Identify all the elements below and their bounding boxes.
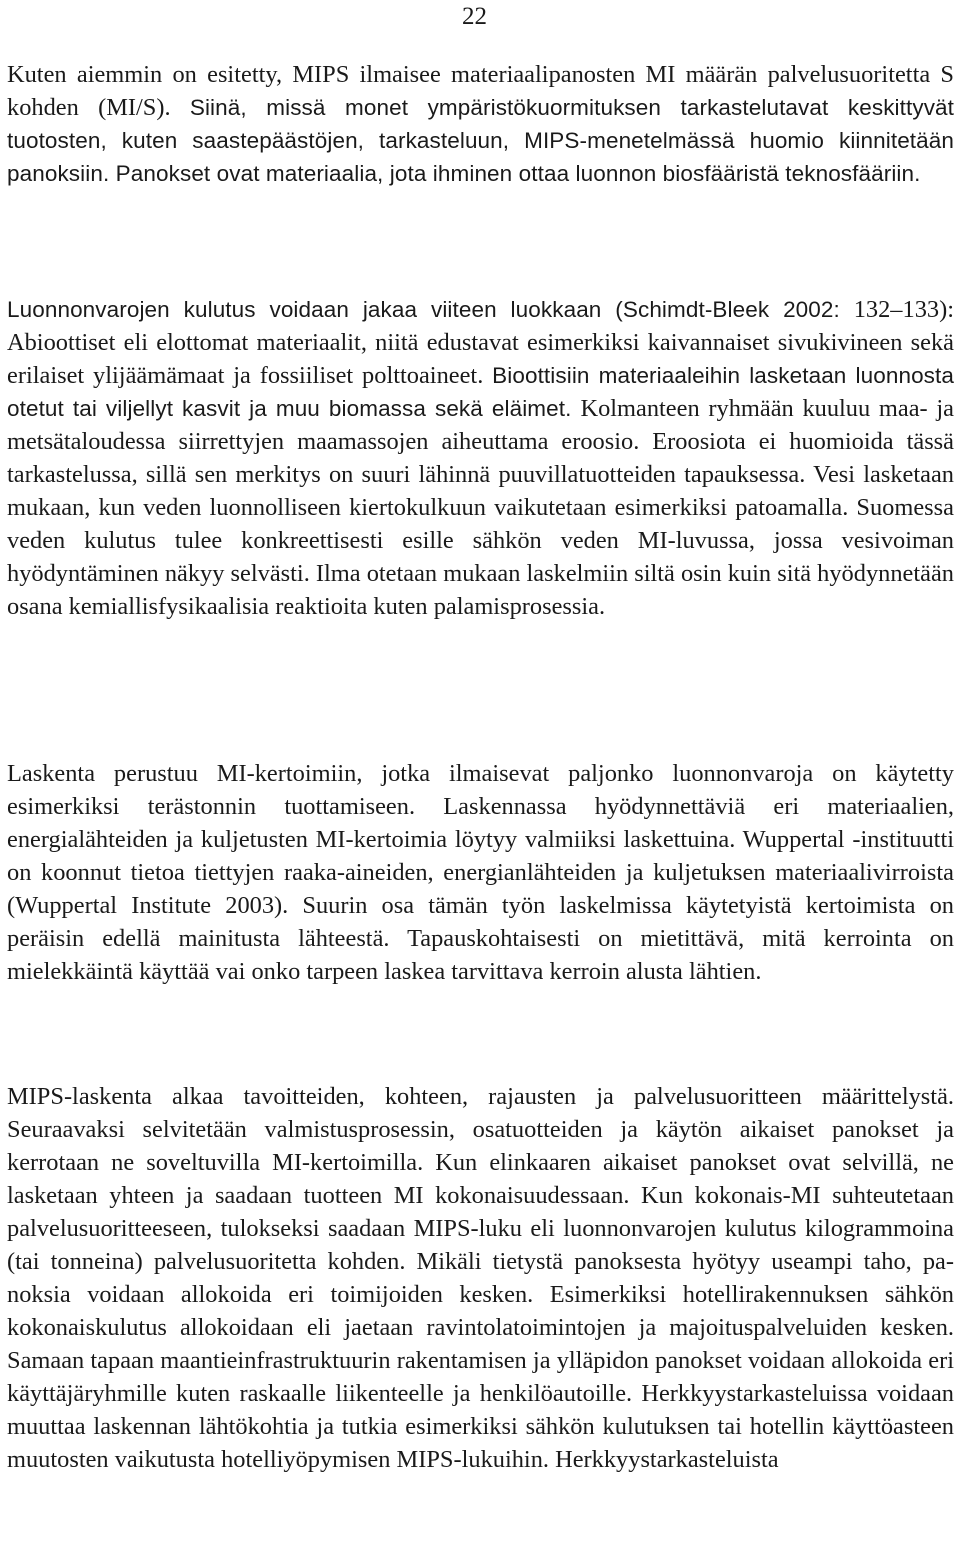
paragraph-segment: Laskenta perustuu MI-kertoimiin, jotka ilmaisevat paljonko luonnonvaroja on käytetty esimerkiksi terästonnin tuottamiseen. Laskennassa hyödynnettäviä eri materiaalien, energialähteiden ja kuljetusten MI-kertoimia löytyy valmiiksi laskettuina. Wuppertal -instituutti on koonnut tietoa tiettyjen raaka-aineiden, energianlähteiden ja kuljetuksen materiaalivirroista (Wuppertal Institute 2003). Suurin osa tämän työn laskelmissa käytetyistä kertoimista on peräisin edellä mainitusta lähteestä. Tapauskohtaisesti on mietittävä, mitä kerrointa on mielekkäintä käyttää vai onko tarpeen laskea tarvittava kerroin alusta lähtien. [7, 760, 954, 985]
paragraph-segment: Bioottisiin materiaaleihin lasketaan luonnosta otetut tai viljellyt kasvit ja muu biomassa sekä eläimet. [7, 363, 955, 421]
paragraph-segment: Siinä, missä monet ympäristökuormituksen tarkastelutavat keskittyvät tuotosten, kuten saastepäästöjen, tarkasteluun, MIPS-menetelmässä huomio kiinnitetään panoksiin. Panokset ovat materiaalia, jota ihminen ottaa luonnon biosfääristä teknosfääriin. [7, 95, 955, 186]
paragraph-segment: 132–133): Abioottiset eli elottomat materiaalit, niitä edustavat esimerkiksi kaivannaiset sivukivineen sekä erilaiset ylijäämämaat ja fossiiliset polttoaineet. [7, 296, 954, 389]
paragraph-segment: Kolmanteen ryhmään kuuluu maa- ja metsätaloudessa siirrettyjen maamassojen aiheuttama eroosio. Eroosiota ei huomioida tässä tarkastelussa, sillä sen merkitys on suuri lähinnä puuvillatuotteiden tapauksessa. Vesi lasketaan mukaan, kun veden luonnolliseen kiertokulkuun vaikutetaan esimerkiksi patoamalla. Suomessa veden kulutus tulee konkreettisesti esille sähkön veden MI-luvussa, jossa vesivoiman hyödyntäminen näkyy selvästi. Ilma otetaan mukaan laskelmiin siltä osin kuin sitä hyödynnetään osana kemiallisfysikaalisia reaktioita kuten palamisprosessia. [7, 395, 954, 620]
paragraph-segment: Luonnonvarojen kulutus voidaan jakaa viiteen luokkaan (Schimdt-Bleek 2002: [7, 297, 854, 322]
paragraph-segment: MIPS-laskenta alkaa tavoitteiden, kohteen, rajausten ja palvelusuoritteen määrittelystä. Seuraavaksi selvitetään valmistusprosessin, osatuotteiden ja käytön aikaiset panokset ja kerrotaan ne soveltuvilla MI-kertoimilla. Kun elinkaaren aikaiset panokset ovat selvillä, ne lasketaan yhteen ja saadaan tuotteen MI kokonaisuudessaan. Kun kokonais-MI suhteutetaan palvelusuoritteeseen, tulokseksi saadaan MIPS-luku eli luonnonvarojen kulutus kilogrammoina (tai tonneina) palvelusuoritetta kohden. Mikäli tietystä panoksesta hyötyy useampi taho, panoksia voidaan allokoida eri toimijoiden kesken. Esimerkiksi hotellirakennuksen sähkön kokonaiskulutus allokoidaan eli jaetaan ravintolatoimintojen ja majoituspalveluiden kesken. Samaan tapaan maantieinfrastruktuurin rakentamisen ja ylläpidon panokset voidaan allokoida eri käyttäjäryhmille kuten raskaalle liikenteelle ja henkilöautoille. Herkkyystarkasteluissa voidaan muuttaa laskennan lähtökohtia ja tutkia esimerkiksi sähkön kulutuksen tai hotellin käyttöasteen muutosten vaikutusta hotelliyöpymisen MIPS-lukuihin. Herkkyystarkasteluista [7, 1083, 954, 1473]
paragraph-resource-categories [7, 293, 954, 623]
paragraph-mips-intro [7, 58, 954, 190]
paragraph-mi-coefficients [7, 757, 954, 988]
paragraph-segment: Kuten aiemmin on esitetty, MIPS ilmaisee materiaalipanosten MI määrän palvelusuoritetta S kohden (MI/S). [7, 61, 954, 121]
page-number: 22 [462, 3, 487, 30]
paragraph-mips-calculation [7, 1080, 954, 1476]
